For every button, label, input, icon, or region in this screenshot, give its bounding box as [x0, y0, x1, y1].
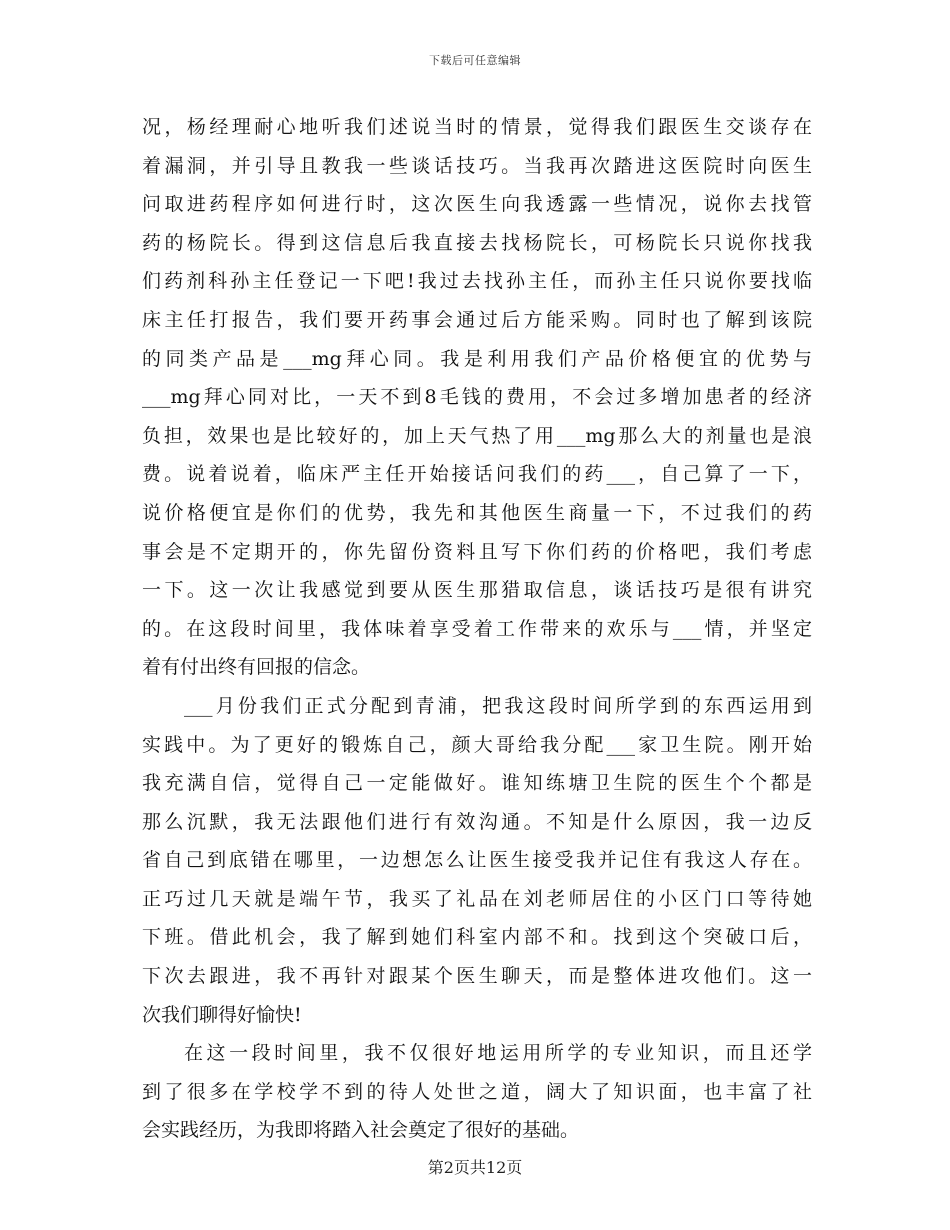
- text-line: 那么沉默，我无法跟他们进行有效沟通。不知是什么原因，我一边反: [142, 810, 812, 833]
- text-line: 正巧过几天就是端午节，我买了礼品在刘老师居住的小区门口等待她: [142, 887, 812, 910]
- text-line: ___月份我们正式分配到青浦，把我这段时间所学到的东西运用到: [184, 694, 812, 717]
- paragraph-3: [142, 1034, 812, 1150]
- text-line: 问取进药程序如何进行时，这次医生向我透露一些情况，说你去找管: [142, 193, 812, 216]
- text-line: 着漏洞，并引导且教我一些谈话技巧。当我再次踏进这医院时向医生: [142, 154, 812, 177]
- text-line: 的同类产品是___mg拜心同。我是利用我们产品价格便宜的优势与: [142, 347, 812, 370]
- document-body: [142, 108, 812, 1150]
- text-line: 下班。借此机会，我了解到她们科室内部不和。找到这个突破口后，: [142, 926, 812, 949]
- text-line: 的。在这段时间里，我体味着享受着工作带来的欢乐与___情，并坚定: [142, 617, 812, 640]
- text-line: 我充满自信，觉得自己一定能做好。谁知练塘卫生院的医生个个都是: [142, 772, 812, 795]
- text-line: 事会是不定期开的，你先留份资料且写下你们药的价格吧，我们考虑: [142, 540, 812, 563]
- paragraph-2: [142, 687, 812, 1034]
- text-line: 况，杨经理耐心地听我们述说当时的情景，觉得我们跟医生交谈存在: [142, 116, 812, 138]
- page-number-footer: 第2页共12页: [427, 1158, 523, 1177]
- text-line: 负担，效果也是比较好的，加上天气热了用___mg那么大的剂量也是浪: [142, 424, 812, 447]
- text-line: 费。说着说着，临床严主任开始接话问我们的药___，自己算了一下，: [142, 463, 812, 486]
- text-line: 省自己到底错在哪里，一边想怎么让医生接受我并记住有我这人存在。: [142, 849, 812, 872]
- text-line: 会实践经历，为我即将踏入社会奠定了很好的基础。: [142, 1119, 580, 1142]
- text-line: 床主任打报告，我们要开药事会通过后方能采购。同时也了解到该院: [142, 308, 812, 331]
- text-line: 着有付出终有回报的信念。: [142, 656, 371, 679]
- text-line: 在这一段时间里，我不仅很好地运用所学的专业知识，而且还学: [184, 1042, 812, 1065]
- paragraph-1: [142, 108, 812, 687]
- text-line: 药的杨院长。得到这信息后我直接去找杨院长，可杨院长只说你找我: [142, 231, 812, 254]
- text-line: 说价格便宜是你们的优势，我先和其他医生商量一下，不过我们的药: [142, 501, 812, 524]
- page-header: 下载后可任意编辑: [429, 54, 521, 67]
- text-line: 们药剂科孙主任登记一下吧!我过去找孙主任，而孙主任只说你要找临: [142, 270, 812, 293]
- text-line: ___mg拜心同对比，一天不到8毛钱的费用，不会过多增加患者的经济: [142, 386, 812, 409]
- text-line: 实践中。为了更好的锻炼自己，颜大哥给我分配___家卫生院。刚开始: [142, 733, 812, 756]
- text-line: 一下。这一次让我感觉到要从医生那猎取信息，谈话技巧是很有讲究: [142, 579, 812, 602]
- text-line: 次我们聊得好愉快!: [142, 1003, 302, 1026]
- text-line: 到了很多在学校学不到的待人处世之道，阔大了知识面，也丰富了社: [142, 1080, 812, 1103]
- text-line: 下次去跟进，我不再针对跟某个医生聊天，而是整体进攻他们。这一: [142, 965, 812, 988]
